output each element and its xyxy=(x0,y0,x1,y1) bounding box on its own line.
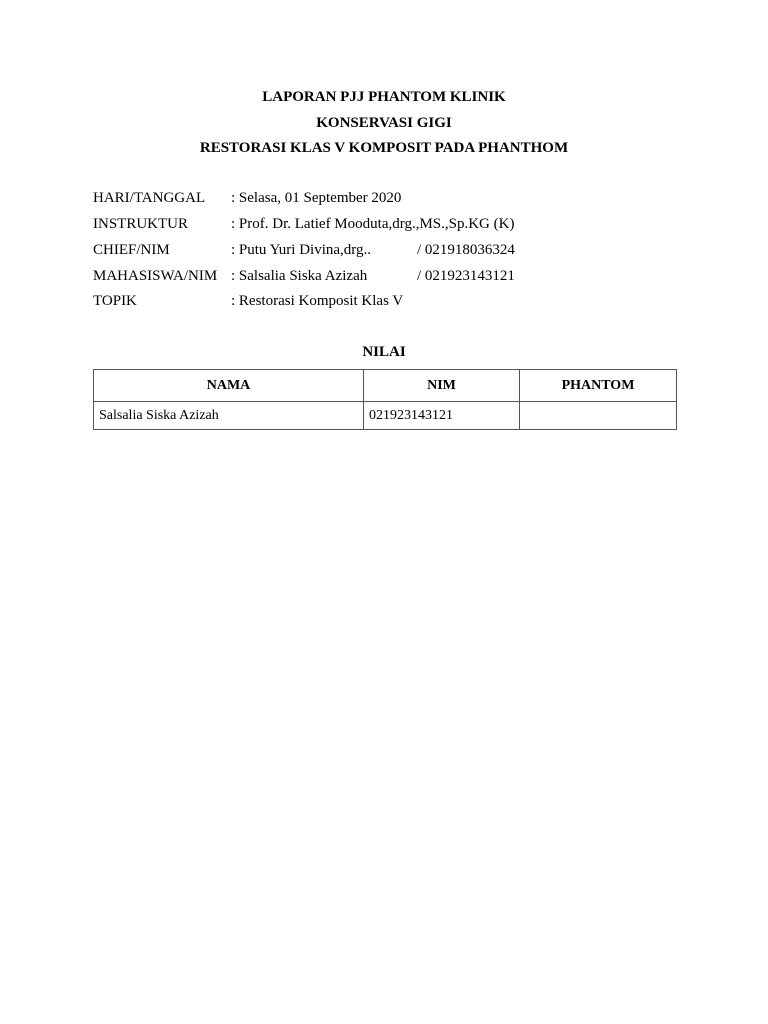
info-label-topic: TOPIK xyxy=(93,293,137,309)
info-label-chief: CHIEF/NIM xyxy=(93,242,170,258)
info-value-topic: : Restorasi Komposit Klas V xyxy=(231,293,404,309)
info-value-student: : Salsalia Siska Azizah xyxy=(231,268,368,284)
document-title-line-2: KONSERVASI GIGI xyxy=(316,115,452,131)
table-header-row xyxy=(94,370,677,402)
document-title-line-1: LAPORAN PJJ PHANTOM KLINIK xyxy=(262,89,506,105)
cell-phantom xyxy=(520,402,677,430)
document-title-line-3: RESTORASI KLAS V KOMPOSIT PADA PHANTHOM xyxy=(199,140,569,156)
info-nim-chief: / 021918036324 xyxy=(417,242,515,258)
info-value-instructor: : Prof. Dr. Latief Mooduta,drg.,MS.,Sp.KG (K) xyxy=(231,216,515,232)
info-label-student: MAHASISWA/NIM xyxy=(93,268,218,284)
table-row xyxy=(94,402,677,430)
info-value-chief: : Putu Yuri Divina,drg.. xyxy=(231,242,372,258)
score-table xyxy=(93,369,677,430)
cell-nama: Salsalia Siska Azizah xyxy=(94,402,364,430)
nilai-heading: NILAI xyxy=(362,344,406,360)
column-header-nim: NIM xyxy=(364,370,520,402)
info-value-date: : Selasa, 01 September 2020 xyxy=(231,190,402,206)
cell-nim: 021923143121 xyxy=(364,402,520,430)
column-header-phantom: PHANTOM xyxy=(520,370,677,402)
info-label-instructor: INSTRUKTUR xyxy=(93,216,189,232)
info-label-date: HARI/TANGGAL xyxy=(93,190,206,206)
info-nim-student: / 021923143121 xyxy=(417,268,515,284)
column-header-nama: NAMA xyxy=(94,370,364,402)
